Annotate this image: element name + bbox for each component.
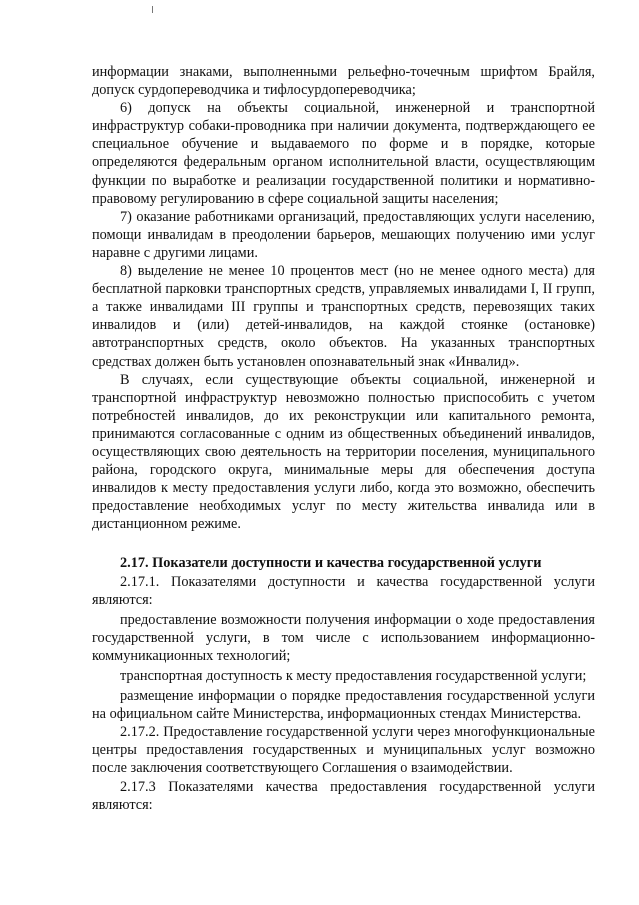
- list-item-transport: транспортная доступность к месту предоставления государственной услуги;: [120, 668, 587, 684]
- paragraph-cases: В случаях, если существующие объекты социальной, инженерной и транспортной инфраструктур невозможно полностью приспособить с учетом потребностей инвалидов, до их реконструкции или капитального ремонта, принимаются согласованные с одним из общественных объединений инвалидов, осуществляющих свою деятельность на территории поселения, муниципального района, городского округа, минимальные меры для обеспечения доступа инвалидов к месту предоставления услуги либо, когда это возможно, обеспечить предоставление необходимых услуг по месту жительства инвалида или в дистанционном режиме.: [92, 371, 595, 533]
- scan-mark: [152, 6, 153, 13]
- paragraph-item-7: 7) оказание работниками организаций, предоставляющих услуги населению, помощи инвалидам в преодолении барьеров, мешающих получению ими услуг наравне с другими лицами.: [92, 208, 595, 261]
- section-heading: 2.17. Показатели доступности и качества государственной услуги: [120, 555, 542, 572]
- list-item-info: предоставление возможности получения информации о ходе предоставления государственной услуги, в том числе с использованием информационно-коммуникационных технологий;: [92, 611, 595, 664]
- paragraph-item-6: 6) допуск на объекты социальной, инженерной и транспортной инфраструктур собаки-проводника при наличии документа, подтверждающего ее специальное обучение и выдаваемого по форме и в порядке, которые определяются федеральным органом исполнительной власти, осуществляющим функции по выработке и реализации государственной политики и нормативно-правовому регулированию в сфере социальной защиты населения;: [92, 100, 595, 207]
- paragraph-2-17-1: 2.17.1. Показателями доступности и качества государственной услуги являются:: [92, 573, 595, 608]
- paragraph-2-17-3: 2.17.3 Показателями качества предоставления государственной услуги являются:: [92, 778, 595, 813]
- paragraph-item-8: 8) выделение не менее 10 процентов мест (но не менее одного места) для бесплатной парковки транспортных средств, управляемых инвалидами I, II групп, а также инвалидами III группы и транспортных средств, перевозящих таких инвалидов и (или) детей-инвалидов, на каждой стоянке (остановке) автотранспортных средств, около объектов. На указанных транспортных средствах должен быть установлен опознавательный знак «Инвалид».: [92, 263, 595, 370]
- list-item-website: размещение информации о порядке предоставления государственной услуги на официальном сайте Министерства, информационных стендах Министерства.: [92, 688, 595, 723]
- paragraph-continuation: информации знаками, выполненными рельефно-точечным шрифтом Брайля, допуск сурдопереводчика и тифлосурдопереводчика;: [92, 64, 595, 99]
- paragraph-2-17-2: 2.17.2. Предоставление государственной услуги через многофункциональные центры предоставления государственных и муниципальных услуг возможно после заключения соответствующего Соглашения о взаимодействии.: [92, 724, 595, 777]
- document-body: [92, 63, 595, 814]
